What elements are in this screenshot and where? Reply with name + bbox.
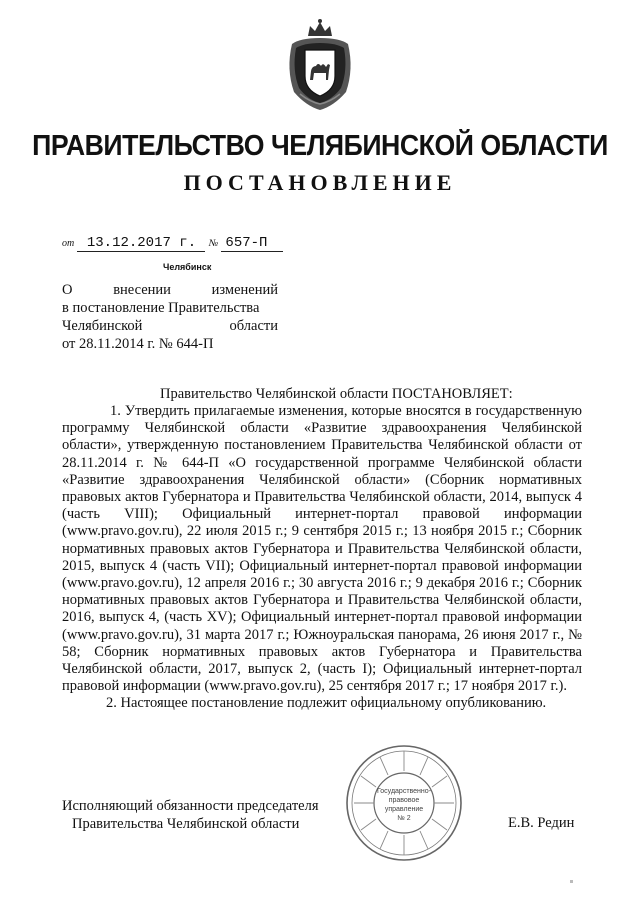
- signatory-position: [62, 797, 319, 833]
- coat-of-arms-emblem: [280, 14, 360, 112]
- signatory-name: Е.В. Редин: [508, 815, 575, 831]
- city-name: Челябинск: [163, 262, 212, 272]
- document-number: 657-П: [221, 235, 283, 252]
- document-type-heading: ПОСТАНОВЛЕНИЕ: [183, 170, 457, 195]
- document-subject: [62, 281, 278, 353]
- resolution-body: [62, 403, 582, 713]
- number-label: №: [208, 238, 219, 249]
- svg-text:управление: управление: [384, 806, 424, 813]
- signatory-position-line-2: Правительства Челябинской области: [72, 816, 300, 832]
- government-title: ПРАВИТЕЛЬСТВО ЧЕЛЯБИНСКОЙ ОБЛАСТИ: [32, 130, 608, 162]
- subject-line-4: от 28.11.2014 г. № 644-П: [62, 336, 214, 352]
- registration-line: [62, 234, 283, 252]
- subject-line-3: Челябинской области: [62, 318, 278, 334]
- signatory-position-line-1: Исполняющий обязанности председателя: [62, 798, 319, 814]
- resolution-intro: Правительство Челябинской области ПОСТАНОВЛЯЕТ:: [160, 386, 513, 402]
- svg-text:Государственно-: Государственно-: [376, 788, 432, 795]
- resolution-item-2: 2. Настоящее постановление подлежит официальному опубликованию.: [106, 695, 547, 712]
- date-label: от: [62, 238, 75, 249]
- subject-line-2: в постановление Правительства: [62, 300, 260, 316]
- official-seal-stamp: [344, 743, 464, 863]
- page-mark: [570, 880, 573, 883]
- subject-line-1: О внесении изменений: [62, 282, 278, 298]
- svg-text:№ 2: № 2: [397, 815, 411, 822]
- document-date: 13.12.2017 г.: [77, 235, 205, 252]
- resolution-item-1: 1. Утвердить прилагаемые изменения, которые вносятся в государственную программу Челябинской области «Развитие здравоохранения Челябинской области», утвержденную постановлением Правительства Челябинской области от 28.11.2014 г. № 644-П «О государственной программе Челябинской области «Развитие здравоохранения Челябинской области» (Сборник нормативных правовых актов Губернатора и Правительства Челябинской области, 2014, выпуск 4 (часть VIII); Официальный интернет-портал правовой информации (www.pravo.gov.ru), 22 июля 2015 г.; 9 сентября 2015 г.; 13 ноября 2015 г.; Сборник нормативных правовых актов Губернатора и Правительства Челябинской области, 2015, выпуск 4 (часть VII); Официальный интернет-портал правовой информации (www.pravo.gov.ru), 12 апреля 2016 г.; 30 августа 2016 г.; 9 декабря 2016 г.; Сборник нормативных правовых актов Губернатора и Правительства Челябинской области, 2016, выпуск 4, (часть XV); Официальный интернет-портал правовой информации (www.pravo.gov.ru), 31 марта 2017 г.; Южноуральская панорама, 26 июня 2017 г., № 58; Сборник нормативных правовых актов Губернатора и Правительства Челябинской области, 2017, выпуск 2, (часть I); Официальный интернет-портал правовой информации (www.pravo.gov.ru), 25 сентября 2017 г.; 17 ноября 2017 г.).: [62, 403, 582, 695]
- svg-text:правовое: правовое: [388, 797, 420, 804]
